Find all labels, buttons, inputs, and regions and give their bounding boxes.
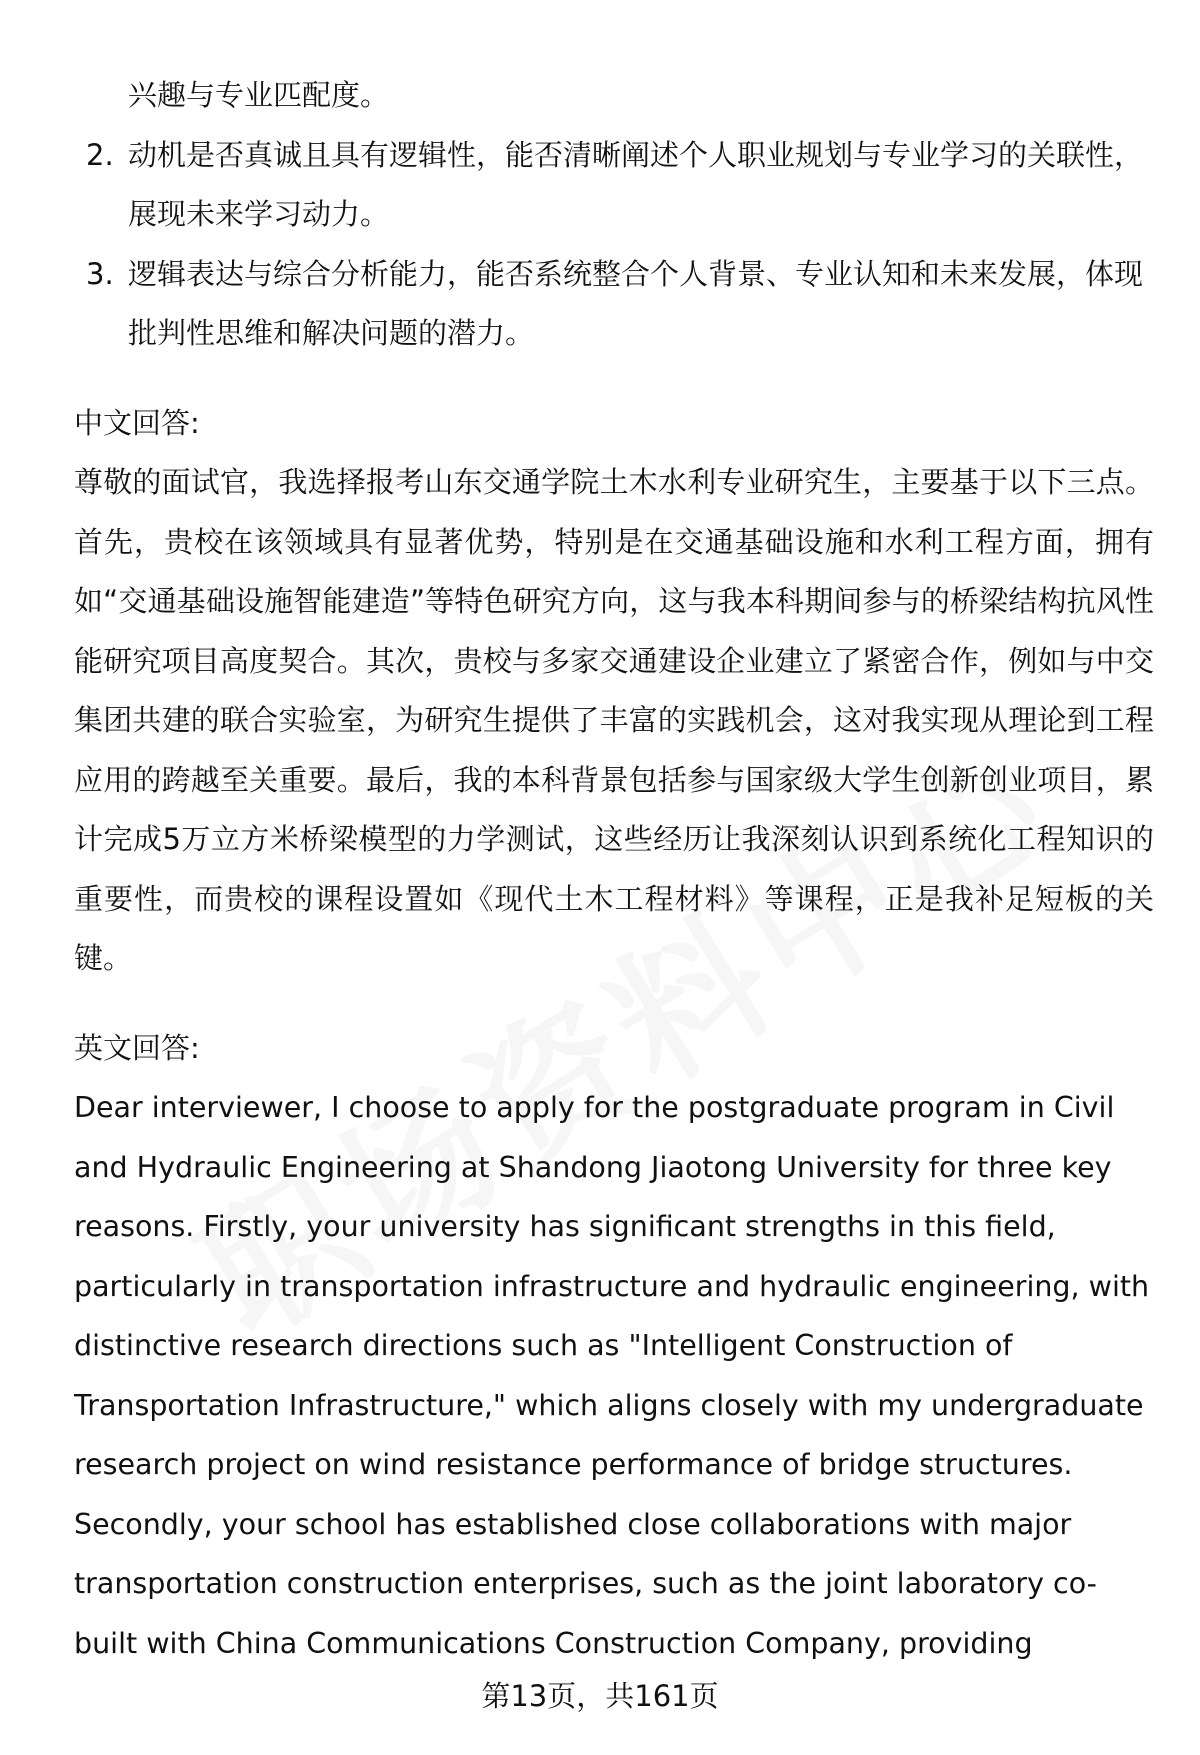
page-number: 第13页，共161页 <box>481 1679 719 1713</box>
list-item-continuation: 兴趣与专业匹配度。 <box>128 78 390 112</box>
page-content <box>74 66 1154 1673</box>
list-item <box>74 126 1154 245</box>
list-item-text: 动机是否真诚且具有逻辑性，能否清晰阐述个人职业规划与专业学习的关联性，展现未来学习动力。 <box>128 137 1144 231</box>
chinese-answer-body: 尊敬的面试官，我选择报考山东交通学院土木水利专业研究生，主要基于以下三点。首先，贵校在该领域具有显著优势，特别是在交通基础设施和水利工程方面，拥有如“交通基础设施智能建造”等特色研究方向，这与我本科期间参与的桥梁结构抗风性能研究项目高度契合。其次，贵校与多家交通建设企业建立了紧密合作，例如与中交集团共建的联合实验室，为研究生提供了丰富的实践机会，这对我实现从理论到工程应用的跨越至关重要。最后，我的本科背景包括参与国家级大学生创新创业项目，累计完成5万立方米桥梁模型的力学测试，这些经历让我深刻认识到系统化工程知识的重要性，而贵校的课程设置如《现代土木工程材料》等课程，正是我补足短板的关键。 <box>74 465 1154 975</box>
criteria-list <box>74 126 1154 364</box>
list-item <box>74 245 1154 364</box>
chinese-answer-heading: 中文回答: <box>74 405 200 440</box>
list-item-text: 逻辑表达与综合分析能力，能否系统整合个人背景、专业认知和未来发展，体现批判性思维和解决问题的潜力。 <box>128 256 1144 350</box>
chinese-answer-section <box>74 394 1154 989</box>
list-item-number: 2. <box>86 137 114 172</box>
list-item-number: 3. <box>86 256 114 291</box>
english-answer-body: Dear interviewer, I choose to apply for the postgraduate program in Civil and Hydraulic Engineering at Shandong Jiaotong University for three key reasons. Firstly, your university has significant strengths in this field, particularly in transportation infrastructure and hydraulic engineering, with distinctive research directions such as "Intelligent Construction of Transportation Infrastructure," which aligns closely with my undergraduate research project on wind resistance performance of bridge structures. Secondly, your school has established close collaborations with major transportation construction enterprises, such as the joint laboratory co-built with China Communications Construction Company, providing <box>74 1091 1150 1660</box>
english-answer-heading: 英文回答: <box>74 1030 200 1065</box>
english-answer-section <box>74 1019 1154 1674</box>
